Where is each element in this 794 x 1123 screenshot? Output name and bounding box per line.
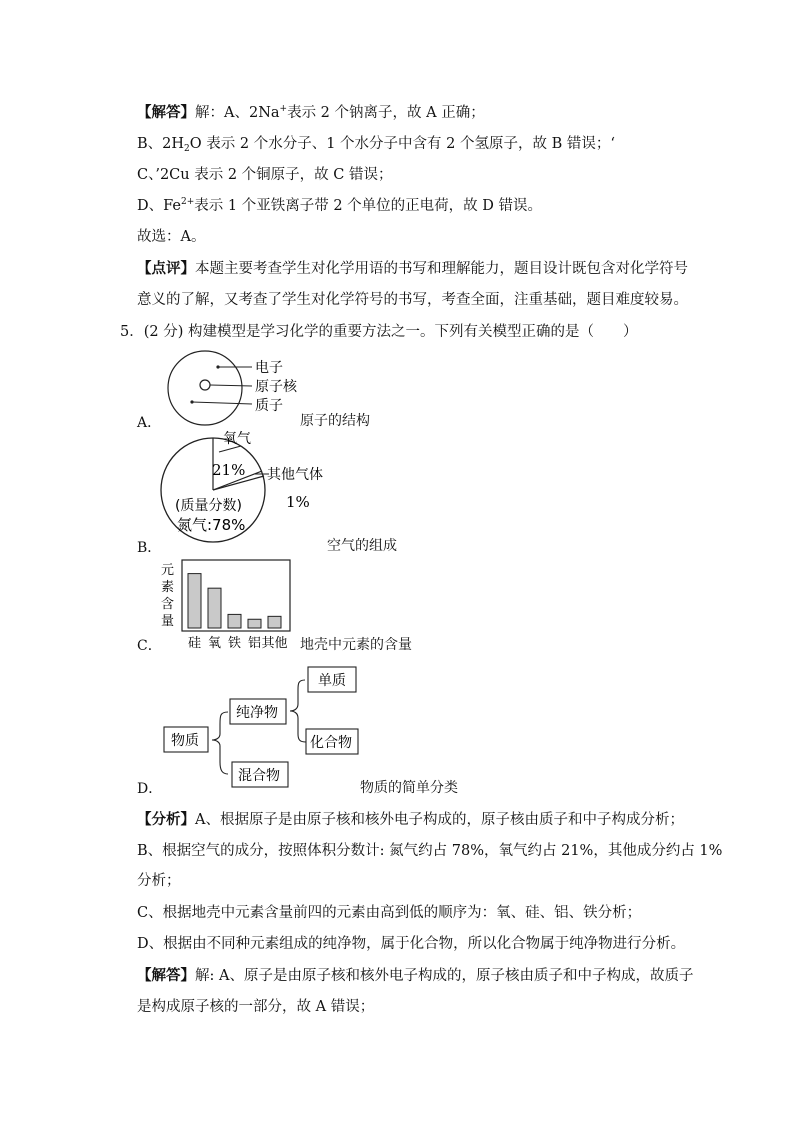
label-compound: 化合物 [310, 735, 352, 751]
option-d-label: D． [137, 781, 163, 797]
option-c-caption: 地壳中元素的含量 [300, 637, 412, 653]
air-composition-pie [155, 426, 345, 551]
comment-line-2: 意义的了解，又考查了学生对化学符号的书写，考查全面，注重基础，题目难度较易。 [137, 292, 688, 308]
answer-q4-line-5: 故选：A。 [137, 229, 206, 245]
atom-outer-circle [168, 351, 242, 425]
tick-labels-group [188, 635, 288, 651]
answer-q4-line-1: 【解答】解：A、2Na+表示 2 个钠离子，故 A 正确； [137, 104, 485, 121]
y-label-char-1: 元 [161, 563, 175, 578]
bars-group [188, 574, 281, 628]
answer-q5-tag: 【解答】 [137, 967, 195, 984]
tick-label-0: 硅 [187, 636, 202, 651]
answer-q4-line-2: B、$2H_2O$ 表示 2 个水分子、1 个水分子中含有 2 个氢原子，故 B 错误；‘ [137, 136, 615, 154]
label-oxygen-percent: 21% [212, 461, 246, 479]
answer-q5-line-1: 【解答】解: A、原子是由原子核和核外电子构成的，原子核由质子和中子构成，故质子 [137, 967, 694, 984]
option-b-caption: 空气的组成 [327, 538, 397, 554]
answer-q4-line-4: D、$Fe^{2+}$表示 1 个亚铁离子带 2 个单位的正电荷，故 D 错误。 [137, 197, 542, 214]
tick-label-3: 铝 [247, 636, 262, 651]
answer-q5-line-2: 是构成原子核的一部分，故 A 错误； [137, 999, 375, 1015]
option-b-label: B． [137, 540, 162, 556]
option-c-label: C． [137, 638, 162, 654]
analysis-line-2: B、根据空气的成分，按照体积分数计: 氮气约占 78%，氧气约占 21%，其他成分约占 1% [137, 843, 723, 859]
tick-label-1: 氧 [207, 636, 222, 651]
analysis-tag: 【分析】 [137, 811, 195, 828]
label-proton: 质子 [255, 398, 283, 414]
question-5-stem: 5．(2 分) 构建模型是学习化学的重要方法之一。下列有关模型正确的是（ ） [120, 324, 638, 340]
brace-pure [290, 680, 306, 742]
y-label-char-2: 素 [161, 580, 175, 595]
analysis-line-4: C、根据地壳中元素含量前四的元素由高到低的顺序为：氧、硅、铝、铁分析； [137, 905, 642, 921]
label-electron: 电子 [255, 360, 283, 376]
y-label-char-4: 量 [161, 614, 175, 629]
answer-tag: 【解答】 [137, 104, 195, 121]
analysis-line-1: 【分析】A、根据原子是由原子核和核外电子构成的，原子核由质子和中子构成分析； [137, 811, 684, 828]
label-other-percent: 1% [286, 493, 310, 511]
label-nucleus: 原子核 [255, 379, 297, 395]
bar-2 [228, 614, 241, 628]
label-mixture: 混合物 [238, 768, 280, 784]
label-oxygen: 氧气 [223, 431, 251, 447]
crust-element-bar-chart [158, 557, 298, 652]
matter-classification-diagram [160, 662, 360, 792]
label-matter: 物质 [171, 733, 199, 749]
label-pure-substance: 纯净物 [236, 705, 278, 721]
answer-q4-line-3: C、’2Cu 表示 2 个铜原子，故 C 错误； [137, 167, 393, 183]
label-element: 单质 [318, 673, 346, 689]
atom-model-diagram [160, 350, 320, 430]
nucleus-circle [200, 380, 210, 390]
option-a-label: A． [137, 415, 162, 431]
label-nitrogen: 氮气:78% [177, 516, 246, 534]
tick-label-2: 铁 [227, 636, 242, 651]
bar-4 [268, 616, 281, 628]
option-a-caption: 原子的结构 [300, 413, 370, 429]
comment-line-1: 【点评】本题主要考查学生对化学用语的书写和理解能力，题目设计既包含对化学符号 [137, 260, 688, 277]
label-mass-fraction: (质量分数) [175, 498, 242, 514]
analysis-line-5: D、根据由不同种元素组成的纯净物，属于化合物，所以化合物属于纯净物进行分析。 [137, 936, 686, 952]
bar-1 [208, 588, 221, 628]
bar-0 [188, 574, 201, 628]
bar-3 [248, 619, 261, 628]
comment-tag: 【点评】 [137, 260, 195, 277]
option-d-caption: 物质的简单分类 [360, 780, 458, 796]
tick-label-4: 其他 [261, 636, 288, 651]
brace-main [212, 712, 228, 774]
label-other-gas: 其他气体 [267, 467, 323, 483]
analysis-line-3: 分析； [137, 873, 181, 889]
y-label-char-3: 含 [161, 597, 175, 612]
